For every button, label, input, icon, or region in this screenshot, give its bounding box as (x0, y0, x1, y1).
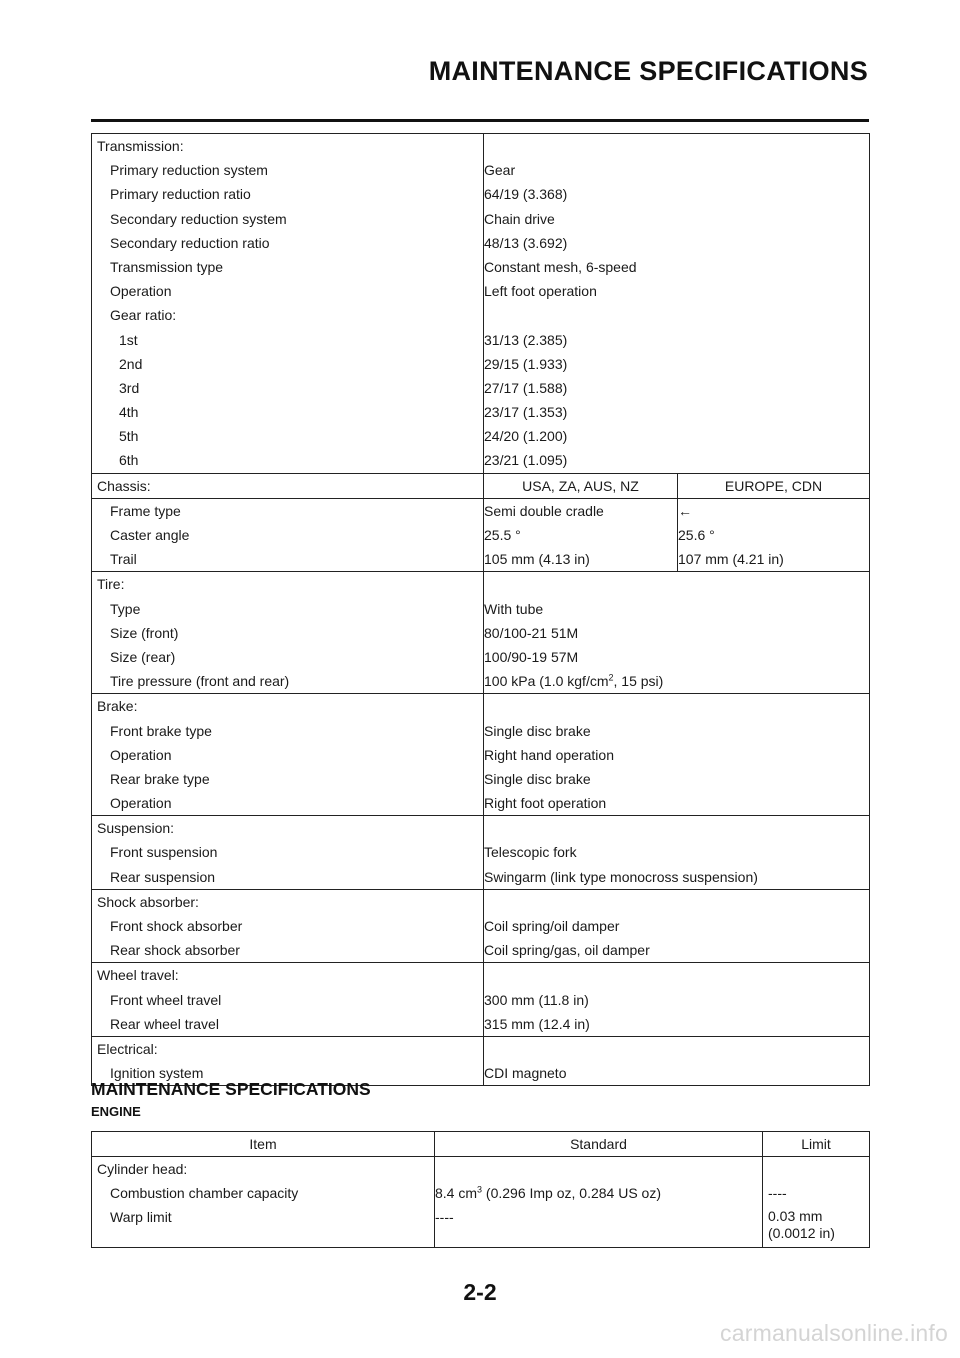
shock-absorber-group (92, 889, 870, 963)
spec-label: Operation (110, 746, 172, 763)
spec-value: ---- (435, 1209, 454, 1225)
spec-label: Tire pressure (front and rear) (110, 673, 290, 690)
brake-values (484, 694, 870, 816)
spec-label: Rear wheel travel (110, 1015, 219, 1032)
spec-label: Combustion chamber capacity (110, 1185, 299, 1201)
gear-label: 2nd (119, 355, 143, 372)
spec-label: Front shock absorber (110, 918, 243, 934)
spec-label: Ignition system (110, 1065, 204, 1082)
spec-value: 80/100-21 51M (484, 624, 579, 641)
chassis-values-col1 (484, 498, 678, 572)
suspension-labels (92, 816, 484, 890)
pressure-text-suffix: , 15 psi) (613, 673, 664, 690)
header-text: Standard (570, 1136, 627, 1152)
cylinder-head-limit (763, 1157, 870, 1248)
gear-label: 3rd (119, 379, 140, 396)
spec-value: Chain drive (484, 210, 555, 227)
spec-value: 25.6 ° (678, 527, 715, 543)
spec-label: Gear ratio: (110, 307, 177, 324)
limit-text: (0.0012 in) (768, 1225, 835, 1241)
chassis-col-header (678, 473, 870, 498)
chassis-header-row (92, 473, 870, 498)
group-heading: Transmission: (97, 138, 184, 154)
spec-label: Transmission type (110, 258, 224, 275)
spec-label: Frame type (110, 502, 181, 519)
warp-limit-value (763, 1205, 869, 1242)
spec-value: Telescopic fork (484, 844, 577, 861)
spec-value: With tube (484, 600, 544, 617)
spec-value: 315 mm (12.4 in) (484, 1015, 590, 1032)
section-subtitle: ENGINE (91, 1104, 141, 1119)
transmission-values (484, 134, 870, 474)
spec-value: CDI magneto (484, 1065, 567, 1082)
spec-value: Coil spring/oil damper (484, 918, 620, 934)
group-heading: Shock absorber: (97, 893, 199, 910)
column-header: USA, ZA, AUS, NZ (522, 477, 639, 494)
group-heading: Electrical: (97, 1040, 158, 1057)
tire-group (92, 572, 870, 694)
wheel-travel-group (92, 963, 870, 1037)
combustion-standard-value (435, 1181, 762, 1205)
spec-value: Single disc brake (484, 722, 591, 739)
wheel-travel-values (484, 963, 870, 1037)
header-text: Item (249, 1136, 277, 1152)
spec-label: Size (rear) (110, 648, 176, 665)
tire-pressure-value (484, 669, 869, 693)
shock-values (484, 889, 870, 963)
group-heading: Tire: (97, 576, 125, 593)
gear-value: 23/21 (1.095) (484, 452, 568, 469)
spec-label: Operation (110, 283, 172, 300)
spec-value: Single disc brake (484, 770, 591, 787)
same-as-left-arrow-icon: ← (678, 502, 692, 519)
gear-label: 6th (119, 452, 139, 469)
spec-value: 100/90-19 57M (484, 648, 579, 665)
standard-superscript: 3 (477, 1184, 483, 1195)
spec-value: Gear (484, 162, 516, 179)
spec-value: 48/13 (3.692) (484, 234, 568, 251)
spec-label: Primary reduction system (110, 162, 268, 179)
suspension-values (484, 816, 870, 890)
page-header-title: MAINTENANCE SPECIFICATIONS (428, 56, 868, 86)
gear-label: 4th (119, 404, 139, 421)
spec-value: 300 mm (11.8 in) (484, 991, 589, 1008)
watermark: carmanualsonline.info (720, 1320, 948, 1346)
spec-value: 107 mm (4.21 in) (678, 551, 784, 568)
spec-value (484, 303, 869, 327)
spec-label: Front brake type (110, 722, 212, 739)
spec-label: Operation (110, 795, 172, 812)
page-number: 2-2 (463, 1279, 497, 1305)
column-header-limit (763, 1132, 870, 1157)
wheel-travel-labels (92, 963, 484, 1037)
spec-value: Coil spring/gas, oil damper (484, 942, 650, 959)
column-header: EUROPE, CDN (724, 477, 823, 494)
gear-value: 31/13 (2.385) (484, 331, 568, 348)
spec-value: Left foot operation (484, 283, 597, 300)
cylinder-head-group (92, 1157, 870, 1248)
gear-label: 5th (119, 428, 139, 445)
spec-value: 25.5 ° (484, 527, 521, 543)
pressure-text: 100 kPa (1.0 kgf/cm (484, 673, 609, 690)
gear-value: 29/15 (1.933) (484, 355, 568, 372)
spec-label: Primary reduction ratio (110, 186, 251, 203)
gear-value: 27/17 (1.588) (484, 379, 568, 396)
spec-value: Constant mesh, 6-speed (484, 258, 637, 275)
spec-label: Trail (110, 551, 137, 568)
gear-value: 24/20 (1.200) (484, 428, 568, 445)
column-header-standard (435, 1132, 763, 1157)
chassis-values-col2 (678, 498, 870, 572)
header-text: Limit (801, 1136, 831, 1152)
specifications-table (91, 133, 870, 1086)
spec-label: Rear brake type (110, 770, 210, 787)
group-heading: Wheel travel: (97, 967, 179, 984)
spec-label: Secondary reduction system (110, 210, 287, 227)
group-heading: Chassis: (97, 477, 151, 494)
header-rule (91, 119, 869, 122)
spec-label: Size (front) (110, 624, 179, 641)
brake-labels (92, 694, 484, 816)
standard-text-suffix: (0.296 Imp oz, 0.284 US oz) (482, 1185, 662, 1201)
suspension-group (92, 816, 870, 890)
group-heading: Cylinder head: (97, 1161, 188, 1177)
spec-value: 64/19 (3.368) (484, 186, 568, 203)
gear-label: 1st (119, 331, 138, 348)
transmission-group (92, 134, 870, 474)
standard-text: 8.4 cm (435, 1185, 478, 1201)
chassis-labels (92, 498, 484, 572)
chassis-group (92, 498, 870, 572)
spec-value: Right hand operation (484, 746, 614, 763)
spec-value: Swingarm (link type monocross suspension) (484, 868, 758, 885)
gear-value: 23/17 (1.353) (484, 404, 568, 421)
limit-text: 0.03 mm (768, 1208, 823, 1224)
engine-table (91, 1131, 870, 1248)
section-title: MAINTENANCE SPECIFICATIONS (91, 1079, 371, 1099)
spec-value: 105 mm (4.13 in) (484, 551, 590, 568)
spec-value: ---- (768, 1185, 787, 1201)
electrical-values (484, 1036, 870, 1085)
spec-label: Rear suspension (110, 868, 216, 885)
tire-values (484, 572, 870, 694)
chassis-heading-cell (92, 473, 484, 498)
cylinder-head-labels (92, 1157, 435, 1248)
shock-labels (92, 889, 484, 963)
spec-label: Rear shock absorber (110, 942, 240, 959)
cylinder-head-standard (435, 1157, 763, 1248)
spec-label: Type (110, 600, 141, 617)
spec-label: Front wheel travel (110, 991, 222, 1008)
spec-value: Semi double cradle (484, 502, 604, 519)
spec-label: Front suspension (110, 844, 218, 861)
group-heading: Suspension: (97, 820, 175, 837)
brake-group (92, 694, 870, 816)
column-header-item (92, 1132, 435, 1157)
tire-labels (92, 572, 484, 694)
spec-label: Warp limit (110, 1209, 172, 1225)
spec-value: Right foot operation (484, 795, 607, 812)
engine-header-row (92, 1132, 870, 1157)
pressure-superscript: 2 (608, 672, 614, 683)
transmission-labels (92, 134, 484, 474)
chassis-col-header (484, 473, 678, 498)
spec-label: Secondary reduction ratio (110, 234, 270, 251)
group-heading: Brake: (97, 698, 138, 715)
spec-label: Caster angle (110, 527, 190, 543)
